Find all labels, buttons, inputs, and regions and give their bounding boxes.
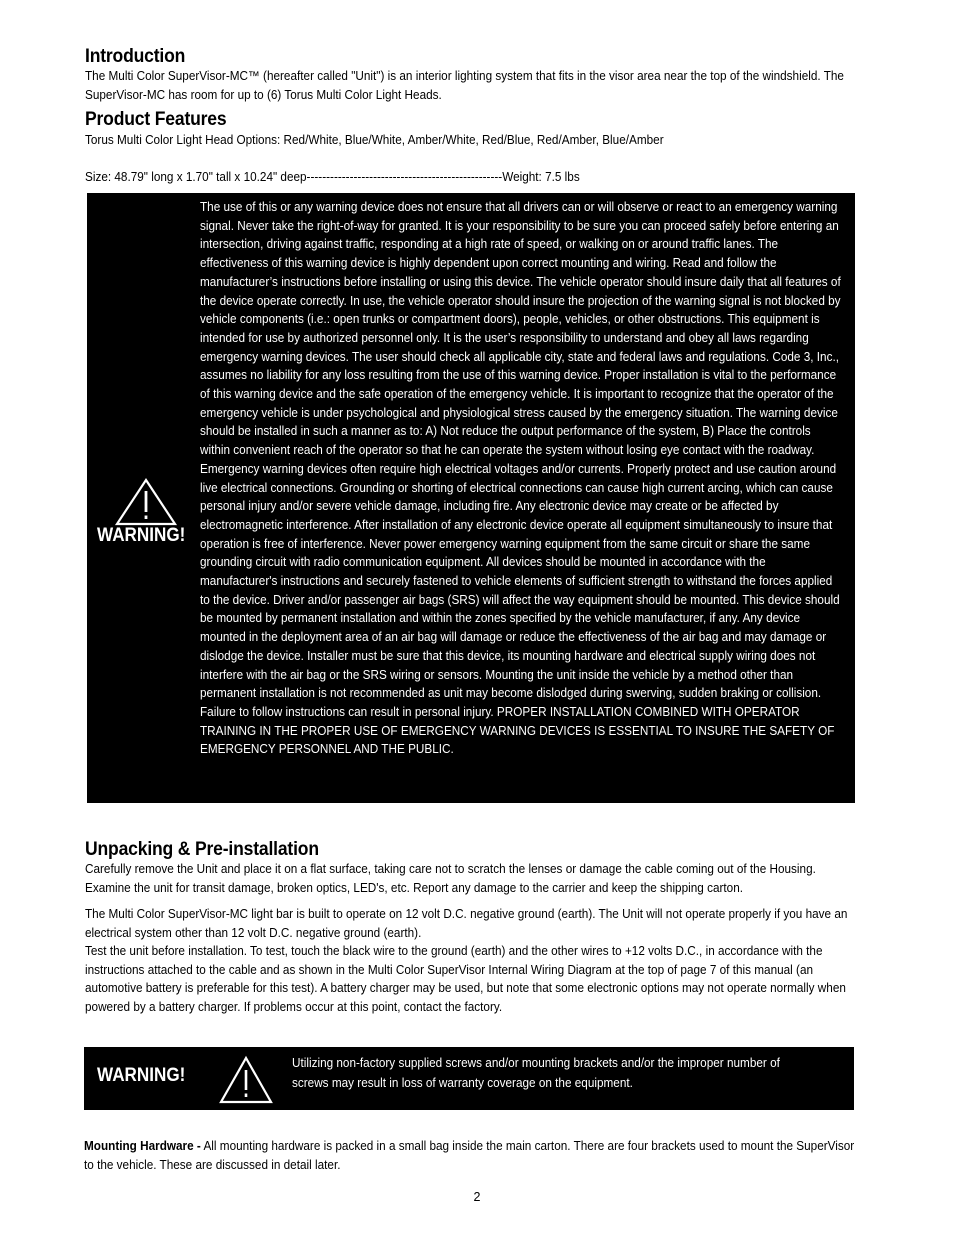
electrical-requirements-paragraph: The Multi Color SuperVisor-MC light bar is built to operate on 12 volt D.C. negative ground (earth). The Unit will not operate properly if you have an electrical system other than 12 volt D.C. negative ground (earth). [85, 907, 848, 940]
screws-warning-box [84, 1047, 854, 1110]
warning-triangle-icon [114, 477, 178, 532]
warning-label: WARNING! [97, 1065, 186, 1086]
page-number: 2 [473, 1190, 481, 1204]
unpacking-paragraph: Carefully remove the Unit and place it on a flat surface, taking care not to scratch the lenses or damage the cable coming out of the Housing. Examine the unit for transit damage, broken optics, LED's, etc. Report any damage to the carrier and keep the shipping carton. [85, 862, 816, 895]
product-features-heading: Product Features [85, 108, 227, 130]
mounting-hardware-label: Mounting Hardware - [84, 1139, 201, 1153]
warning-text: The use of this or any warning device does not ensure that all drivers can or will observe or react to an emergency warning signal. Never take the right-of-way for granted. It is your responsibility to be sure you can proceed safely before entering an intersection, driving against traffic, responding at a high rate of speed, or walking on or around traffic lanes. The effectiveness of this warning device is highly dependent upon correct mounting and wiring. Read and follow the manufacturer’s instructions before installing or using this device. The vehicle operator should insure daily that all features of the device operate correctly. In use, the vehicle operator should insure the projection of the warning signal is not blocked by vehicle components (i.e.: open trunks or compartment doors), people, vehicles, or other obstructions. This equipment is intended for use by authorized personnel only. It is the user’s responsibility to understand and obey all laws regarding emergency warning devices. The user should check all applicable city, state and federal laws and regulations. Code 3, Inc., assumes no liability for any loss resulting from the use of this warning device. Proper installation is vital to the performance of this warning device and the safe operation of the emergency vehicle. It is important to recognize that the operator of the emergency vehicle is under psychological and physiological stress caused by the emergency situation. The warning device should be installed in such a manner as to: A) Not reduce the output performance of the system, B) Place the controls within convenient reach of the operator so that he can operate the system without losing eye contact with the roadway. Emergency warning devices often require high electrical voltages and/or currents. Properly protect and use caution around live electrical connections. Grounding or shorting of electrical connections can cause high current arcing, which can cause personal injury and/or severe vehicle damage, including fire. Any electronic device may create or be affected by electromagnetic interference. After installation of any electronic device operate all equipment simultaneously to insure that operation is free of interference. Never power emergency warning equipment from the same circuit or share the same grounding circuit with radio communication equipment. All devices should be mounted in accordance with the manufacturer's instructions and securely fastened to vehicle elements of sufficient strength to withstand the forces applied to the device. Driver and/or passenger air bags (SRS) will affect the way equipment should be mounted. This device should be mounted by permanent installation and within the zones specified by the vehicle manufacturer, if any. Any device mounted in the deployment area of an air bag will damage or reduce the effectiveness of the air bag and may damage or dislodge the device. Installer must be sure that this device, its mounting hardware and electrical supply wiring does not interfere with the air bag or the SRS wiring or sensors. Mounting the unit inside the vehicle by a method other than permanent installation is not recommended as unit may become dislodged during swerving, sudden braking or collision. Failure to follow instructions can result in personal injury. PROPER INSTALLATION COMBINED WITH OPERATOR TRAINING IN THE PROPER USE OF EMERGENCY WARNING DEVICES IS ESSENTIAL TO INSURE THE SAFETY OF EMERGENCY PERSONNEL AND THE PUBLIC. [200, 200, 841, 757]
warning-label: WARNING! [97, 525, 186, 546]
warning-triangle-icon [218, 1055, 274, 1110]
main-warning-box [87, 193, 855, 803]
light-head-options-text: Torus Multi Color Light Head Options: Red/White, Blue/White, Amber/White, Red/Blue, Red/Amber, Blue/Amber [85, 133, 664, 147]
introduction-text: The Multi Color SuperVisor-MC™ (hereafter called "Unit") is an interior lighting system that fits in the visor area near the top of the windshield. The SuperVisor-MC has room for up to (6) Torus Multi Color Light Heads. [85, 69, 844, 102]
size-weight-text: Size: 48.79" long x 1.70" tall x 10.24" deep--------------------------------------------------Weight: 7.5 lbs [85, 170, 580, 184]
test-instructions-paragraph: Test the unit before installation. To test, touch the black wire to the ground (earth) and the other wires to +12 volts D.C., in accordance with the instructions attached to the cable and as shown in the Multi Color SuperVisor Internal Wiring Diagram at the top of page 7 of this manual (an automotive battery is preferable for this test). A battery charger may be used, but note that some electronic options may not operate normally when powered by a battery charger. If problems occur at this point, contact the factory. [85, 944, 846, 1014]
warning-text: Utilizing non-factory supplied screws and/or mounting brackets and/or the improper number of screws may result in loss of warranty coverage on the equipment. [292, 1056, 780, 1090]
mounting-hardware-text: All mounting hardware is packed in a small bag inside the main carton. There are four brackets used to mount the SuperVisor to the vehicle. These are discussed in detail later. [84, 1139, 855, 1172]
introduction-heading: Introduction [85, 45, 186, 67]
mounting-hardware-paragraph [84, 1137, 855, 1174]
unpacking-heading: Unpacking & Pre-installation [85, 838, 319, 860]
